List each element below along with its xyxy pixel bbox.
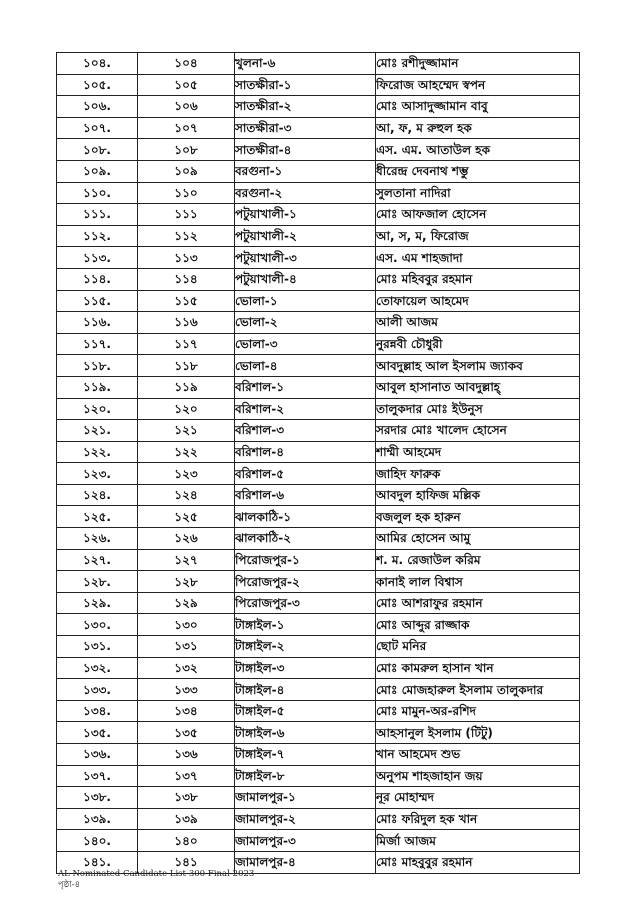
candidate-name-cell: সরদার মোঃ খালেদ হোসেন bbox=[376, 420, 580, 442]
table-row bbox=[57, 355, 580, 377]
table-row bbox=[57, 463, 580, 485]
table-row bbox=[57, 74, 580, 96]
serial-cell: ১১৩. bbox=[57, 247, 138, 269]
serial-cell: ১০৯. bbox=[57, 160, 138, 182]
footer-page-label: পৃষ্ঠা-৪ bbox=[58, 880, 81, 890]
candidate-name-cell: এস. এম শাহজাদা bbox=[376, 247, 580, 269]
candidate-name-cell: জাহিদ ফারুক bbox=[376, 463, 580, 485]
page-footer bbox=[58, 869, 254, 891]
seat-number-cell: ১৪১ bbox=[138, 851, 235, 873]
seat-number-cell: ১২১ bbox=[138, 420, 235, 442]
seat-number-cell: ১১৭ bbox=[138, 333, 235, 355]
candidate-name-cell: আ, ফ, ম রুহুল হক bbox=[376, 117, 580, 139]
serial-cell: ১১০. bbox=[57, 182, 138, 204]
table-row bbox=[57, 549, 580, 571]
constituency-cell: জামালপুর-২ bbox=[235, 808, 376, 830]
constituency-cell: জামালপুর-৩ bbox=[235, 830, 376, 852]
table-row bbox=[57, 268, 580, 290]
constituency-cell: পটুয়াখালী-১ bbox=[235, 204, 376, 226]
seat-number-cell: ১৪০ bbox=[138, 830, 235, 852]
table-row bbox=[57, 312, 580, 334]
constituency-cell: টাঙ্গাইল-৫ bbox=[235, 700, 376, 722]
candidate-name-cell: ধীরেন্দ্র দেবনাথ শম্ভু bbox=[376, 160, 580, 182]
seat-number-cell: ১৩৯ bbox=[138, 808, 235, 830]
candidate-name-cell: তোফায়েল আহমেদ bbox=[376, 290, 580, 312]
serial-cell: ১৩৬. bbox=[57, 744, 138, 766]
candidate-name-cell: মোঃ রশীদুজ্জামান bbox=[376, 53, 580, 75]
constituency-cell: খুলনা-৬ bbox=[235, 53, 376, 75]
serial-cell: ১২৮. bbox=[57, 571, 138, 593]
candidate-name-cell: আমির হোসেন আমু bbox=[376, 528, 580, 550]
candidate-name-cell: আহসানুল ইসলাম (টিটু) bbox=[376, 722, 580, 744]
seat-number-cell: ১২৮ bbox=[138, 571, 235, 593]
serial-cell: ১০৮. bbox=[57, 139, 138, 161]
constituency-cell: টাঙ্গাইল-৪ bbox=[235, 679, 376, 701]
serial-cell: ১০৪. bbox=[57, 53, 138, 75]
seat-number-cell: ১০৬ bbox=[138, 96, 235, 118]
seat-number-cell: ১১১ bbox=[138, 204, 235, 226]
serial-cell: ১১৯. bbox=[57, 376, 138, 398]
seat-number-cell: ১৩১ bbox=[138, 636, 235, 658]
table-row bbox=[57, 96, 580, 118]
table-row bbox=[57, 441, 580, 463]
table-row bbox=[57, 787, 580, 809]
table-row bbox=[57, 808, 580, 830]
seat-number-cell: ১১০ bbox=[138, 182, 235, 204]
serial-cell: ১৪০. bbox=[57, 830, 138, 852]
constituency-cell: টাঙ্গাইল-৮ bbox=[235, 765, 376, 787]
seat-number-cell: ১৩৭ bbox=[138, 765, 235, 787]
serial-cell: ১২২. bbox=[57, 441, 138, 463]
candidate-name-cell: ফিরোজ আহম্মেদ স্বপন bbox=[376, 74, 580, 96]
seat-number-cell: ১১২ bbox=[138, 225, 235, 247]
seat-number-cell: ১২৩ bbox=[138, 463, 235, 485]
candidate-name-cell: আবুল হাসানাত আবদুল্লাহ্ bbox=[376, 376, 580, 398]
seat-number-cell: ১৩৪ bbox=[138, 700, 235, 722]
constituency-cell: সাতক্ষীরা-৪ bbox=[235, 139, 376, 161]
table-row bbox=[57, 571, 580, 593]
constituency-cell: পটুয়াখালী-৩ bbox=[235, 247, 376, 269]
candidate-name-cell: আবদুল হাফিজ মল্লিক bbox=[376, 484, 580, 506]
table-row bbox=[57, 528, 580, 550]
serial-cell: ১২৫. bbox=[57, 506, 138, 528]
serial-cell: ১১৬. bbox=[57, 312, 138, 334]
table-row bbox=[57, 484, 580, 506]
constituency-cell: সাতক্ষীরা-২ bbox=[235, 96, 376, 118]
seat-number-cell: ১১৫ bbox=[138, 290, 235, 312]
candidate-name-cell: মোঃ মোজহারুল ইসলাম তালুকদার bbox=[376, 679, 580, 701]
constituency-cell: পটুয়াখালী-৪ bbox=[235, 268, 376, 290]
candidate-name-cell: ছোট মনির bbox=[376, 636, 580, 658]
serial-cell: ১২৭. bbox=[57, 549, 138, 571]
candidate-name-cell: সুলতানা নাদিরা bbox=[376, 182, 580, 204]
table-row bbox=[57, 247, 580, 269]
seat-number-cell: ১২০ bbox=[138, 398, 235, 420]
serial-cell: ১২৬. bbox=[57, 528, 138, 550]
candidate-table-body bbox=[57, 53, 580, 874]
seat-number-cell: ১৩২ bbox=[138, 657, 235, 679]
serial-cell: ১৩৩. bbox=[57, 679, 138, 701]
constituency-cell: সাতক্ষীরা-১ bbox=[235, 74, 376, 96]
candidate-name-cell: মোঃ আব্দুর রাজ্জাক bbox=[376, 614, 580, 636]
table-row bbox=[57, 657, 580, 679]
constituency-cell: বরিশাল-৩ bbox=[235, 420, 376, 442]
table-row bbox=[57, 398, 580, 420]
table-row bbox=[57, 722, 580, 744]
serial-cell: ১০৭. bbox=[57, 117, 138, 139]
serial-cell: ১৩৯. bbox=[57, 808, 138, 830]
constituency-cell: বরিশাল-২ bbox=[235, 398, 376, 420]
serial-cell: ১০৬. bbox=[57, 96, 138, 118]
constituency-cell: টাঙ্গাইল-৩ bbox=[235, 657, 376, 679]
table-row bbox=[57, 182, 580, 204]
seat-number-cell: ১২৯ bbox=[138, 592, 235, 614]
seat-number-cell: ১২৪ bbox=[138, 484, 235, 506]
constituency-cell: বরিশাল-১ bbox=[235, 376, 376, 398]
table-row bbox=[57, 765, 580, 787]
candidate-name-cell: মির্জা আজম bbox=[376, 830, 580, 852]
constituency-cell: বরিশাল-৬ bbox=[235, 484, 376, 506]
table-row bbox=[57, 506, 580, 528]
footer-document-name: AL Nominated Candidate List-300-Final-2023 bbox=[58, 869, 255, 879]
candidate-name-cell: মোঃ মামুন-অর-রশিদ bbox=[376, 700, 580, 722]
candidate-name-cell: মোঃ আফজাল হোসেন bbox=[376, 204, 580, 226]
constituency-cell: জামালপুর-৪ bbox=[235, 851, 376, 873]
serial-cell: ১১৫. bbox=[57, 290, 138, 312]
serial-cell: ১২১. bbox=[57, 420, 138, 442]
seat-number-cell: ১০৪ bbox=[138, 53, 235, 75]
candidate-name-cell: খান আহমেদ শুভ bbox=[376, 744, 580, 766]
candidate-name-cell: শাম্মী আহমেদ bbox=[376, 441, 580, 463]
table-row bbox=[57, 290, 580, 312]
table-row bbox=[57, 614, 580, 636]
serial-cell: ১১৮. bbox=[57, 355, 138, 377]
candidate-name-cell: মোঃ মহিববুর রহমান bbox=[376, 268, 580, 290]
candidate-name-cell: অনুপম শাহজাহান জয় bbox=[376, 765, 580, 787]
serial-cell: ১১৭. bbox=[57, 333, 138, 355]
seat-number-cell: ১৩০ bbox=[138, 614, 235, 636]
seat-number-cell: ১১৮ bbox=[138, 355, 235, 377]
serial-cell: ১৩০. bbox=[57, 614, 138, 636]
candidate-name-cell: তালুকদার মোঃ ইউনুস bbox=[376, 398, 580, 420]
constituency-cell: পটুয়াখালী-২ bbox=[235, 225, 376, 247]
constituency-cell: টাঙ্গাইল-৭ bbox=[235, 744, 376, 766]
table-row bbox=[57, 420, 580, 442]
constituency-cell: ভোলা-২ bbox=[235, 312, 376, 334]
constituency-cell: বরগুনা-২ bbox=[235, 182, 376, 204]
constituency-cell: বরিশাল-৫ bbox=[235, 463, 376, 485]
table-row bbox=[57, 376, 580, 398]
seat-number-cell: ১০৭ bbox=[138, 117, 235, 139]
table-row bbox=[57, 139, 580, 161]
seat-number-cell: ১২৬ bbox=[138, 528, 235, 550]
table-row bbox=[57, 679, 580, 701]
seat-number-cell: ১৩৩ bbox=[138, 679, 235, 701]
serial-cell: ১২০. bbox=[57, 398, 138, 420]
table-row bbox=[57, 160, 580, 182]
candidate-name-cell: আবদুল্লাহ আল ইসলাম জ্যাকব bbox=[376, 355, 580, 377]
serial-cell: ১১১. bbox=[57, 204, 138, 226]
candidate-name-cell: মোঃ মাহবুবুর রহমান bbox=[376, 851, 580, 873]
constituency-cell: টাঙ্গাইল-২ bbox=[235, 636, 376, 658]
constituency-cell: ঝালকাঠি-২ bbox=[235, 528, 376, 550]
candidate-name-cell: এস. এম. আতাউল হক bbox=[376, 139, 580, 161]
constituency-cell: পিরোজপুর-২ bbox=[235, 571, 376, 593]
candidate-name-cell: মোঃ কামরুল হাসান খান bbox=[376, 657, 580, 679]
serial-cell: ১৩২. bbox=[57, 657, 138, 679]
constituency-cell: পিরোজপুর-১ bbox=[235, 549, 376, 571]
candidate-name-cell: মোঃ আসাদুজ্জামান বাবু bbox=[376, 96, 580, 118]
constituency-cell: টাঙ্গাইল-৬ bbox=[235, 722, 376, 744]
constituency-cell: ভোলা-৪ bbox=[235, 355, 376, 377]
serial-cell: ১৩৫. bbox=[57, 722, 138, 744]
candidate-name-cell: মোঃ ফরিদুল হক খান bbox=[376, 808, 580, 830]
serial-cell: ১৩৪. bbox=[57, 700, 138, 722]
table-row bbox=[57, 225, 580, 247]
table-row bbox=[57, 592, 580, 614]
table-row bbox=[57, 117, 580, 139]
seat-number-cell: ১১৯ bbox=[138, 376, 235, 398]
seat-number-cell: ১৩৬ bbox=[138, 744, 235, 766]
table-row bbox=[57, 744, 580, 766]
candidate-name-cell: মোঃ আশরাফুর রহমান bbox=[376, 592, 580, 614]
seat-number-cell: ১২৭ bbox=[138, 549, 235, 571]
seat-number-cell: ১১৪ bbox=[138, 268, 235, 290]
table-row bbox=[57, 830, 580, 852]
seat-number-cell: ১০৯ bbox=[138, 160, 235, 182]
constituency-cell: পিরোজপুর-৩ bbox=[235, 592, 376, 614]
constituency-cell: সাতক্ষীরা-৩ bbox=[235, 117, 376, 139]
constituency-cell: জামালপুর-১ bbox=[235, 787, 376, 809]
constituency-cell: ঝালকাঠি-১ bbox=[235, 506, 376, 528]
serial-cell: ১৩১. bbox=[57, 636, 138, 658]
seat-number-cell: ১৩৮ bbox=[138, 787, 235, 809]
serial-cell: ১২৪. bbox=[57, 484, 138, 506]
constituency-cell: ভোলা-৩ bbox=[235, 333, 376, 355]
seat-number-cell: ১১৬ bbox=[138, 312, 235, 334]
seat-number-cell: ১৩৫ bbox=[138, 722, 235, 744]
table-row bbox=[57, 53, 580, 75]
candidate-name-cell: কানাই লাল বিশ্বাস bbox=[376, 571, 580, 593]
serial-cell: ১২৩. bbox=[57, 463, 138, 485]
constituency-cell: বরগুনা-১ bbox=[235, 160, 376, 182]
candidate-name-cell: আলী আজম bbox=[376, 312, 580, 334]
seat-number-cell: ১০৫ bbox=[138, 74, 235, 96]
seat-number-cell: ১২৫ bbox=[138, 506, 235, 528]
candidate-name-cell: বজলুল হক হারুন bbox=[376, 506, 580, 528]
serial-cell: ১৩৭. bbox=[57, 765, 138, 787]
constituency-cell: টাঙ্গাইল-১ bbox=[235, 614, 376, 636]
candidate-name-cell: আ, স, ম, ফিরোজ bbox=[376, 225, 580, 247]
seat-number-cell: ১১৩ bbox=[138, 247, 235, 269]
constituency-cell: বরিশাল-৪ bbox=[235, 441, 376, 463]
serial-cell: ১২৯. bbox=[57, 592, 138, 614]
serial-cell: ১১২. bbox=[57, 225, 138, 247]
candidate-name-cell: শ. ম. রেজাউল করিম bbox=[376, 549, 580, 571]
serial-cell: ১১৪. bbox=[57, 268, 138, 290]
table-row bbox=[57, 204, 580, 226]
serial-cell: ১৪১. bbox=[57, 851, 138, 873]
candidate-name-cell: নূর মোহাম্মদ bbox=[376, 787, 580, 809]
seat-number-cell: ১২২ bbox=[138, 441, 235, 463]
table-row bbox=[57, 333, 580, 355]
table-row bbox=[57, 636, 580, 658]
table-row bbox=[57, 700, 580, 722]
serial-cell: ১০৫. bbox=[57, 74, 138, 96]
candidate-name-cell: নুরন্নবী চৌধুরী bbox=[376, 333, 580, 355]
candidate-table bbox=[56, 52, 580, 874]
constituency-cell: ভোলা-১ bbox=[235, 290, 376, 312]
serial-cell: ১৩৮. bbox=[57, 787, 138, 809]
seat-number-cell: ১০৮ bbox=[138, 139, 235, 161]
